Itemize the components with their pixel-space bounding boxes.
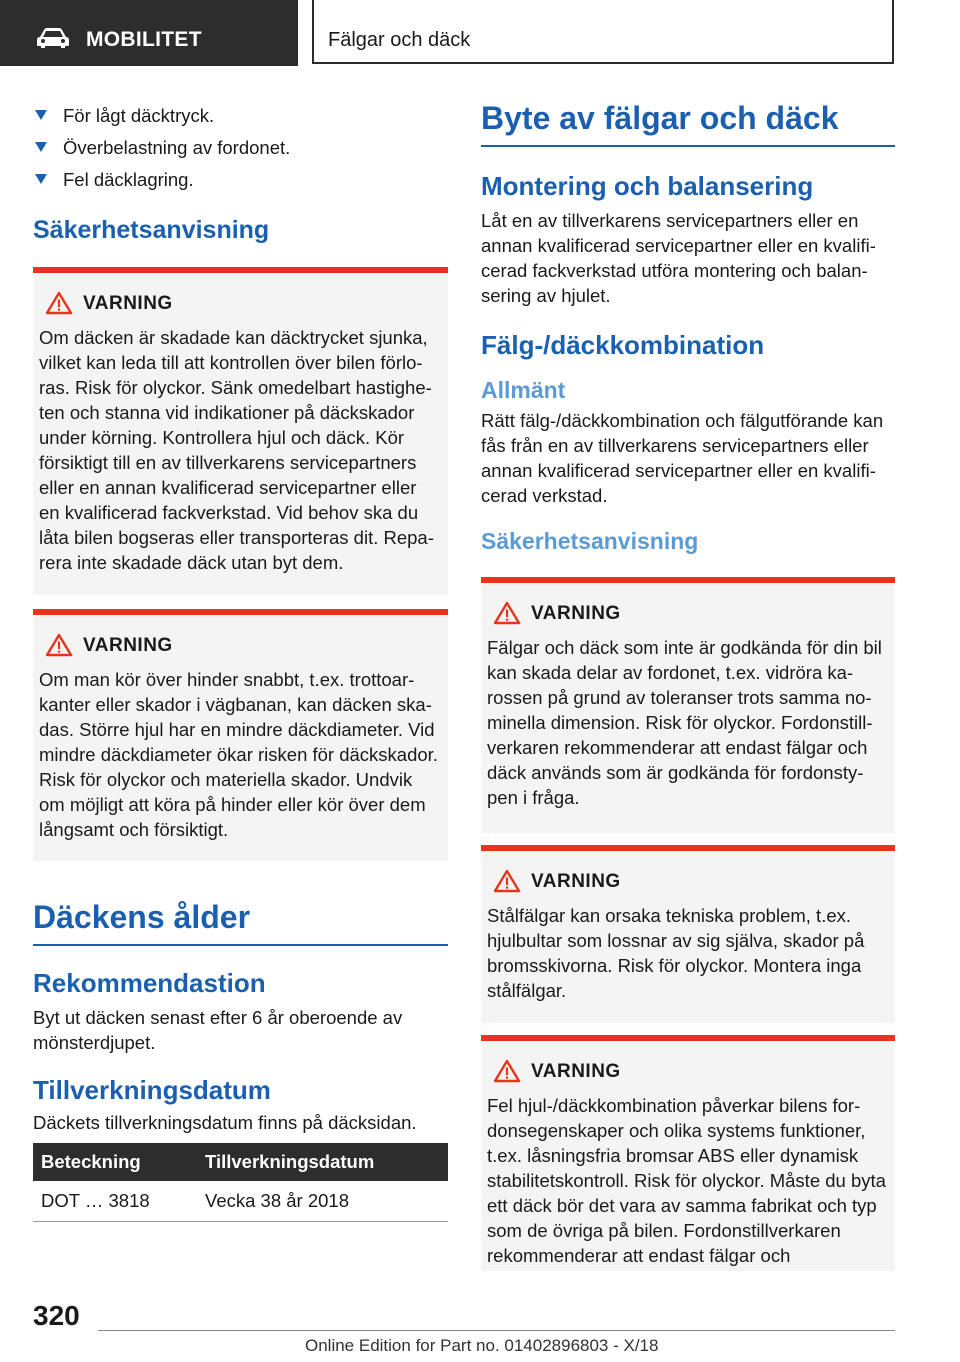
warning-text: Om man kör över hinder snabbt, t.ex. trottoarkanter eller skador i vägbanan, kan däcken skadas. Större hjul har en mindre däckdiameter. Vid mindre däckdiameter ökar risken för däckskador. Risk för olyckor och materiella skador. Undvik om möjligt att köra på hinder eller kör över dem långsamt och försiktigt.: [39, 669, 438, 840]
section-title: MOBILITET: [86, 28, 202, 51]
table-cell: Vecka 38 år 2018: [197, 1181, 448, 1222]
section-title-rim-change: Byte av fälgar och däck: [481, 100, 895, 147]
warning-triangle-icon: [45, 633, 73, 657]
warning-text: Fälgar och däck som inte är godkända för din bil kan skada delar av fordonet, t.ex. vidröra karossen på grund av toleranser trots samma nominella dimension. Risk för olyckor. Fordonstillverkaren rekommenderar att endast fälgar och däck används som är godkända för fordonstypen i fråga.: [487, 637, 882, 808]
section-title-tire-age: Däckens ålder: [33, 899, 448, 946]
warning-box: [481, 1035, 895, 1271]
mfg-date-heading: Tillverkningsdatum: [33, 1075, 271, 1105]
warning-box: [33, 267, 448, 595]
recommend-text: Byt ut däcken senast efter 6 år oberoende av mönsterdjupet.: [33, 1007, 403, 1053]
warning-title: VARNING: [83, 635, 173, 656]
warning-box: [33, 609, 448, 861]
warning-box: [481, 845, 895, 1023]
warning-triangle-icon: [493, 1059, 521, 1083]
chapter-tab: [312, 0, 894, 64]
warning-triangle-icon: [493, 869, 521, 893]
table-cell: DOT … 3818: [33, 1181, 197, 1222]
warning-text: Fel hjul-/däckkombination påverkar bilens fordonsegenskaper och olika systems funktioner, t.ex. låsningsfria bromsar ABS eller dynamisk stabilitetskontroll. Risk för olyckor. Måste du byta ett däck bör det vara av samma fabrikat och typ som de övriga på bilen. Fordonstillverkaren rekommenderar att endast fälgar och: [487, 1095, 886, 1266]
edition-text: Online Edition for Part no. 01402896803 - X/18: [305, 1336, 659, 1355]
safety-heading: Säkerhetsanvisning: [33, 216, 270, 244]
table-header: Tillverkningsdatum: [197, 1143, 448, 1181]
left-column: [33, 100, 448, 1222]
warning-text: Stålfälgar kan orsaka tekniska problem, t.ex. hjulbultar som lossnar av sig själva, skador på bromsskivorna. Risk för olyckor. Montera inga stålfälgar.: [487, 905, 865, 1001]
warning-title: VARNING: [83, 293, 173, 314]
table-row: [33, 1181, 448, 1222]
list-item: För lågt däcktryck.: [33, 100, 448, 132]
recommend-heading: Rekommendastion: [33, 968, 266, 998]
car-icon: [36, 27, 70, 49]
combo-heading: Fälg-/däckkombination: [481, 330, 765, 360]
section-tab: [0, 0, 298, 66]
date-table: [33, 1143, 448, 1222]
right-column: [481, 100, 895, 1271]
page-header: [0, 0, 960, 66]
warning-triangle-icon: [493, 601, 521, 625]
footer-divider: [98, 1330, 895, 1331]
warning-text: Om däcken är skadade kan däcktrycket sjunka, vilket kan leda till att kontrollen över bilen förloras. Risk för olyckor. Sänk omedelbart hastigheten och stanna vid indikationer på däckskador under körning. Kontrollera hjul och däck. Kör försiktigt till en av tillverkarens servicepartners eller en annan kvalificerad servicepartner eller en kvalificerad fackverkstad. Vid behov ska du låta bilen bogseras eller transporteras dit. Reparera inte skadade däck utan byt dem.: [39, 327, 434, 573]
warning-title: VARNING: [531, 603, 621, 624]
triangle-bullet-icon: [35, 142, 47, 152]
cause-list: [33, 100, 448, 196]
list-item: Överbelastning av fordonet.: [33, 132, 448, 164]
warning-title: VARNING: [531, 1061, 621, 1082]
mfg-date-text: Däckets tillverkningsdatum finns på däcksidan.: [33, 1112, 417, 1133]
triangle-bullet-icon: [35, 110, 47, 120]
warning-triangle-icon: [45, 291, 73, 315]
general-heading: Allmänt: [481, 377, 566, 403]
safety-heading: Säkerhetsanvisning: [481, 528, 699, 554]
page-number: 320: [33, 1300, 80, 1331]
general-text: Rätt fälg-/däckkombination och fälgutförande kan fås från en av tillverkarens servicepartners eller annan kvalificerad servicepartner eller en kvalificerad verkstad.: [481, 410, 884, 506]
mount-text: Låt en av tillverkarens servicepartners eller en annan kvalificerad servicepartner eller en kvalificerad fackverkstad utföra montering och balansering av hjulet.: [481, 210, 876, 306]
triangle-bullet-icon: [35, 174, 47, 184]
list-item: Fel däcklagring.: [33, 164, 448, 196]
table-header: Beteckning: [33, 1143, 197, 1181]
warning-box: [481, 577, 895, 833]
mount-heading: Montering och balansering: [481, 171, 814, 201]
chapter-title: Fälgar och däck: [328, 29, 471, 51]
warning-title: VARNING: [531, 871, 621, 892]
